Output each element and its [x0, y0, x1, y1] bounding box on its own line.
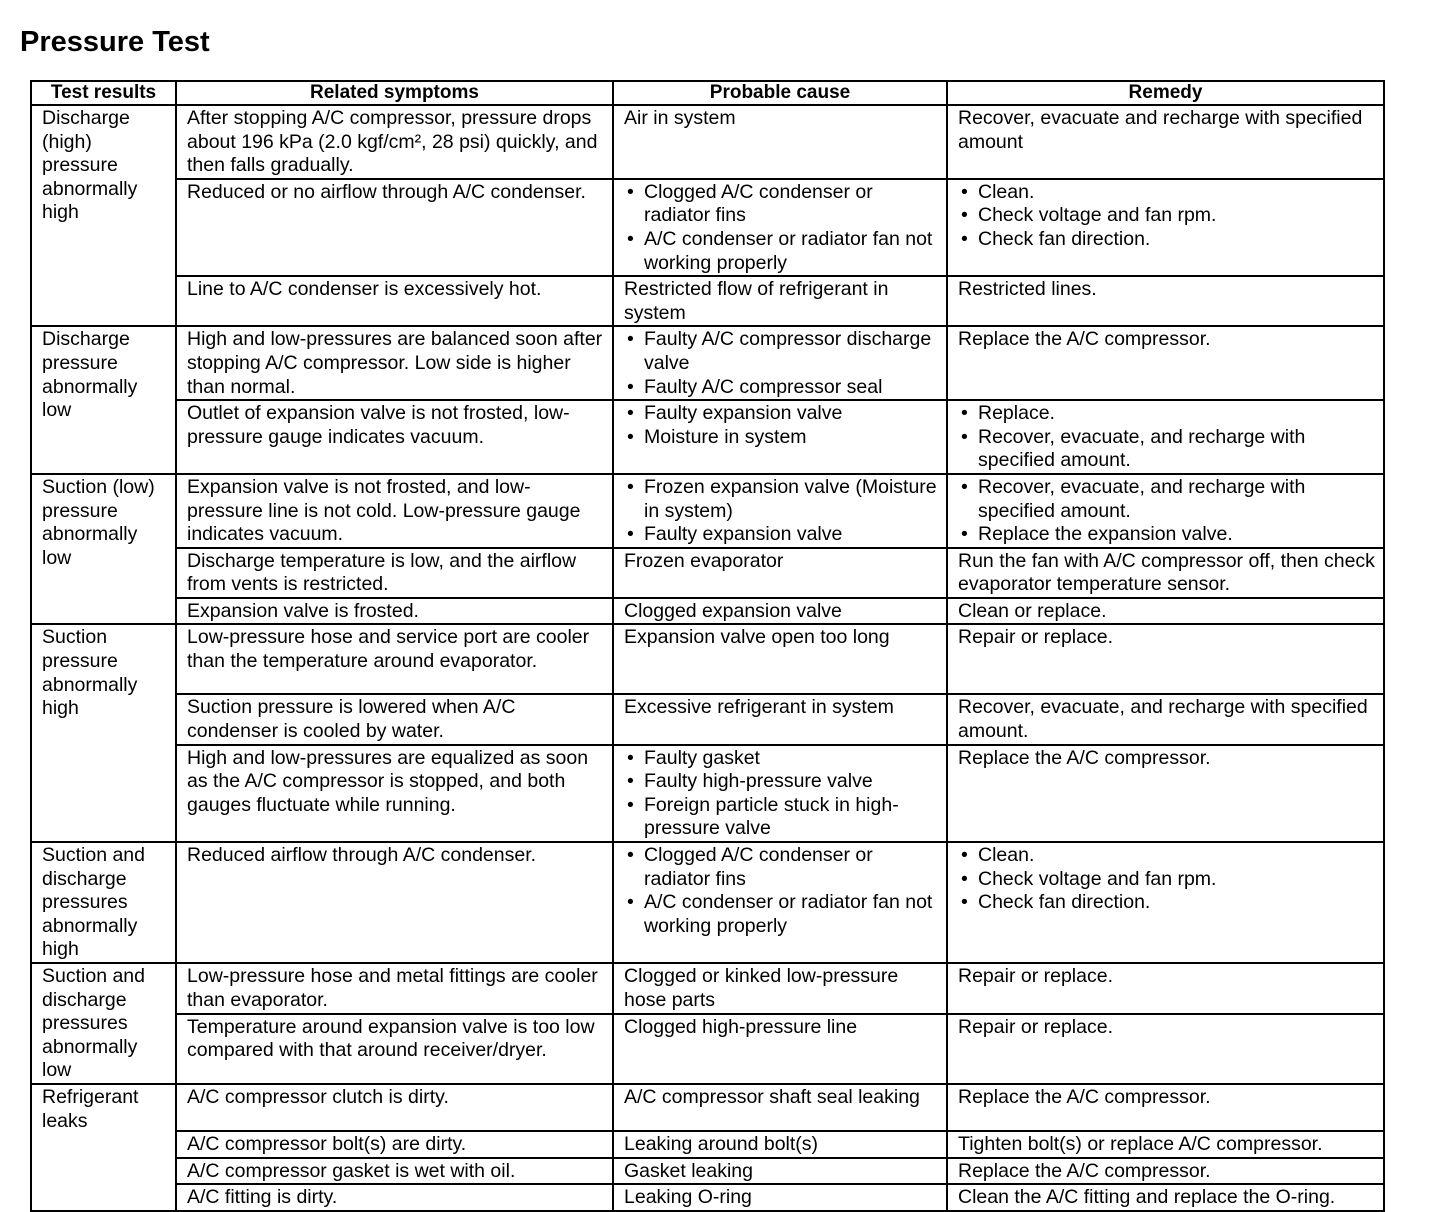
remedy-cell [947, 326, 1384, 400]
remedy-cell-bullet-item: • Check fan direction. [958, 228, 1375, 252]
remedy-cell-text: Replace the A/C compressor. [958, 1085, 1211, 1108]
table-row [31, 598, 1384, 625]
remedy-cell [947, 963, 1384, 1014]
remedy-cell-bullet-item: • Replace. [958, 402, 1375, 426]
cause-cell [613, 1158, 947, 1185]
remedy-cell-bullet-item: • Replace the expansion valve. [958, 523, 1375, 547]
symptom-cell: After stopping A/C compressor, pressure drops about 196 kPa (2.0 kgf/cm², 28 psi) quickly, and then falls gradually. [176, 105, 613, 179]
remedy-cell-text: Recover, evacuate and recharge with specified amount [958, 107, 1363, 153]
symptom-cell: A/C compressor clutch is dirty. [176, 1084, 613, 1131]
remedy-cell [947, 1131, 1384, 1158]
header-row [31, 81, 1384, 105]
test-result-cell: Discharge (high) pressure abnormally high [31, 105, 176, 326]
remedy-cell-text: Replace the A/C compressor. [958, 746, 1211, 769]
test-result-cell: Refrigerant leaks [31, 1084, 176, 1211]
table-row [31, 1014, 1384, 1084]
cause-cell-text: Leaking O-ring [624, 1186, 752, 1209]
remedy-cell [947, 598, 1384, 625]
table-row [31, 624, 1384, 694]
remedy-cell [947, 276, 1384, 326]
table-row [31, 1184, 1384, 1211]
table-row [31, 1084, 1384, 1131]
cause-cell [613, 326, 947, 400]
test-result-cell: Discharge pressure abnormally low [31, 326, 176, 474]
remedy-cell [947, 179, 1384, 276]
remedy-cell [947, 548, 1384, 598]
cause-cell [613, 474, 947, 548]
cause-cell-bullet-item: • Faulty gasket [624, 747, 938, 771]
remedy-cell [947, 745, 1384, 842]
remedy-cell [947, 1158, 1384, 1185]
cause-cell-text: Excessive refrigerant in system [624, 696, 894, 719]
cause-cell-bullet-item: • Faulty A/C compressor discharge valve [624, 328, 938, 375]
symptom-cell: A/C compressor gasket is wet with oil. [176, 1158, 613, 1185]
remedy-cell [947, 400, 1384, 474]
remedy-cell-bullet-item: • Check voltage and fan rpm. [958, 868, 1375, 892]
symptom-cell: High and low-pressures are balanced soon after stopping A/C compressor. Low side is higher than normal. [176, 326, 613, 400]
symptom-cell: Low-pressure hose and service port are cooler than the temperature around evaporator. [176, 624, 613, 694]
remedy-cell [947, 474, 1384, 548]
cause-cell-bullet-item: • Clogged A/C condenser or radiator fins [624, 181, 938, 228]
symptom-cell: Outlet of expansion valve is not frosted, low-pressure gauge indicates vacuum. [176, 400, 613, 474]
header-probable-cause: Probable cause [613, 81, 947, 105]
remedy-cell-bullet-item: • Clean. [958, 181, 1375, 205]
remedy-cell-text: Replace the A/C compressor. [958, 328, 1211, 351]
symptom-cell: Discharge temperature is low, and the airflow from vents is restricted. [176, 548, 613, 598]
cause-cell-text: Restricted flow of refrigerant in system [624, 278, 889, 324]
remedy-cell [947, 842, 1384, 963]
symptom-cell: Expansion valve is frosted. [176, 598, 613, 625]
cause-cell [613, 624, 947, 694]
cause-cell [613, 1014, 947, 1084]
table-row [31, 105, 1384, 179]
cause-cell-text: Expansion valve open too long [624, 626, 890, 649]
header-related-symptoms: Related symptoms [176, 81, 613, 105]
remedy-cell [947, 694, 1384, 744]
remedy-cell-bullet-item: • Check fan direction. [958, 891, 1375, 915]
cause-cell-bullet-item: • A/C condenser or radiator fan not working properly [624, 891, 938, 938]
cause-cell-bullet-item: • Moisture in system [624, 426, 938, 450]
cause-cell [613, 745, 947, 842]
cause-cell [613, 1184, 947, 1211]
cause-cell [613, 276, 947, 326]
cause-cell-bullet-item: • Faulty expansion valve [624, 402, 938, 426]
symptom-cell: Low-pressure hose and metal fittings are cooler than evaporator. [176, 963, 613, 1014]
cause-cell-text: Clogged high-pressure line [624, 1015, 858, 1038]
remedy-cell-bullet-item: • Recover, evacuate, and recharge with specified amount. [958, 476, 1375, 523]
pressure-test-table [30, 80, 1385, 1212]
cause-cell-bullet-item: • Frozen expansion valve (Moisture in system) [624, 476, 938, 523]
remedy-cell [947, 1084, 1384, 1131]
remedy-cell-text: Run the fan with A/C compressor off, then check evaporator temperature sensor. [958, 549, 1375, 596]
test-result-cell: Suction (low) pressure abnormally low [31, 474, 176, 625]
cause-cell [613, 105, 947, 179]
table-row [31, 963, 1384, 1014]
cause-cell-text: Frozen evaporator [624, 549, 784, 572]
table-row [31, 548, 1384, 598]
cause-cell [613, 1131, 947, 1158]
cause-cell [613, 694, 947, 744]
remedy-cell-bullet-item: • Check voltage and fan rpm. [958, 204, 1375, 228]
remedy-cell-text: Repair or replace. [958, 626, 1113, 649]
remedy-cell-text: Clean or replace. [958, 599, 1107, 622]
table-row [31, 694, 1384, 744]
remedy-cell-text: Repair or replace. [958, 965, 1113, 987]
remedy-cell-bullet-item: • Recover, evacuate, and recharge with specified amount. [958, 426, 1375, 473]
table-row [31, 842, 1384, 963]
test-result-cell: Suction and discharge pressures abnormally high [31, 842, 176, 963]
cause-cell-bullet-item: • Faulty high-pressure valve [624, 770, 938, 794]
table-row [31, 400, 1384, 474]
table-row [31, 745, 1384, 842]
symptom-cell: Suction pressure is lowered when A/C condenser is cooled by water. [176, 694, 613, 744]
remedy-cell-text: Recover, evacuate, and recharge with specified amount. [958, 696, 1368, 743]
remedy-cell-text: Repair or replace. [958, 1015, 1113, 1038]
remedy-cell-text: Clean the A/C fitting and replace the O-ring. [958, 1186, 1336, 1209]
page-title: Pressure Test [20, 26, 210, 58]
table-row [31, 179, 1384, 276]
cause-cell [613, 1084, 947, 1131]
symptom-cell: High and low-pressures are equalized as soon as the A/C compressor is stopped, and both gauges fluctuate while running. [176, 745, 613, 842]
symptom-cell: Expansion valve is not frosted, and low-pressure line is not cold. Low-pressure gauge indicates vacuum. [176, 474, 613, 548]
cause-cell-bullet-item: • Faulty A/C compressor seal [624, 376, 938, 400]
header-remedy: Remedy [947, 81, 1384, 105]
cause-cell [613, 548, 947, 598]
table-row [31, 326, 1384, 400]
remedy-cell [947, 1014, 1384, 1084]
remedy-cell [947, 105, 1384, 179]
cause-cell-bullet-item: • A/C condenser or radiator fan not working properly [624, 228, 938, 275]
cause-cell-text: Clogged expansion valve [624, 599, 842, 622]
cause-cell-text: Gasket leaking [624, 1159, 753, 1182]
remedy-cell [947, 624, 1384, 694]
table-row [31, 1131, 1384, 1158]
remedy-cell-text: Replace the A/C compressor. [958, 1159, 1211, 1182]
cause-cell-text: Leaking around bolt(s) [624, 1132, 819, 1155]
symptom-cell: Reduced airflow through A/C condenser. [176, 842, 613, 963]
test-result-cell: Suction pressure abnormally high [31, 624, 176, 842]
cause-cell-bullet-item: • Clogged A/C condenser or radiator fins [624, 844, 938, 891]
cause-cell-bullet-item: • Faulty expansion valve [624, 523, 938, 547]
remedy-cell-text: Tighten bolt(s) or replace A/C compressor. [958, 1132, 1323, 1155]
remedy-cell [947, 1184, 1384, 1211]
cause-cell [613, 842, 947, 963]
header-test-results: Test results [31, 81, 176, 105]
cause-cell-text: Air in system [624, 107, 736, 129]
remedy-cell-text: Restricted lines. [958, 278, 1097, 301]
symptom-cell: A/C compressor bolt(s) are dirty. [176, 1131, 613, 1158]
table-row [31, 1158, 1384, 1185]
cause-cell [613, 598, 947, 625]
cause-cell [613, 179, 947, 276]
cause-cell-text: A/C compressor shaft seal leaking [624, 1085, 920, 1108]
table-row [31, 276, 1384, 326]
cause-cell [613, 400, 947, 474]
remedy-cell-bullet-item: • Clean. [958, 844, 1375, 868]
cause-cell [613, 963, 947, 1014]
symptom-cell: A/C fitting is dirty. [176, 1184, 613, 1211]
symptom-cell: Line to A/C condenser is excessively hot. [176, 276, 613, 326]
table-row [31, 474, 1384, 548]
cause-cell-text: Clogged or kinked low-pressure hose parts [624, 965, 899, 1011]
symptom-cell: Temperature around expansion valve is too low compared with that around receiver/dryer. [176, 1014, 613, 1084]
cause-cell-bullet-item: • Foreign particle stuck in high-pressure valve [624, 794, 938, 841]
symptom-cell: Reduced or no airflow through A/C condenser. [176, 179, 613, 276]
test-result-cell: Suction and discharge pressures abnormally low [31, 963, 176, 1084]
